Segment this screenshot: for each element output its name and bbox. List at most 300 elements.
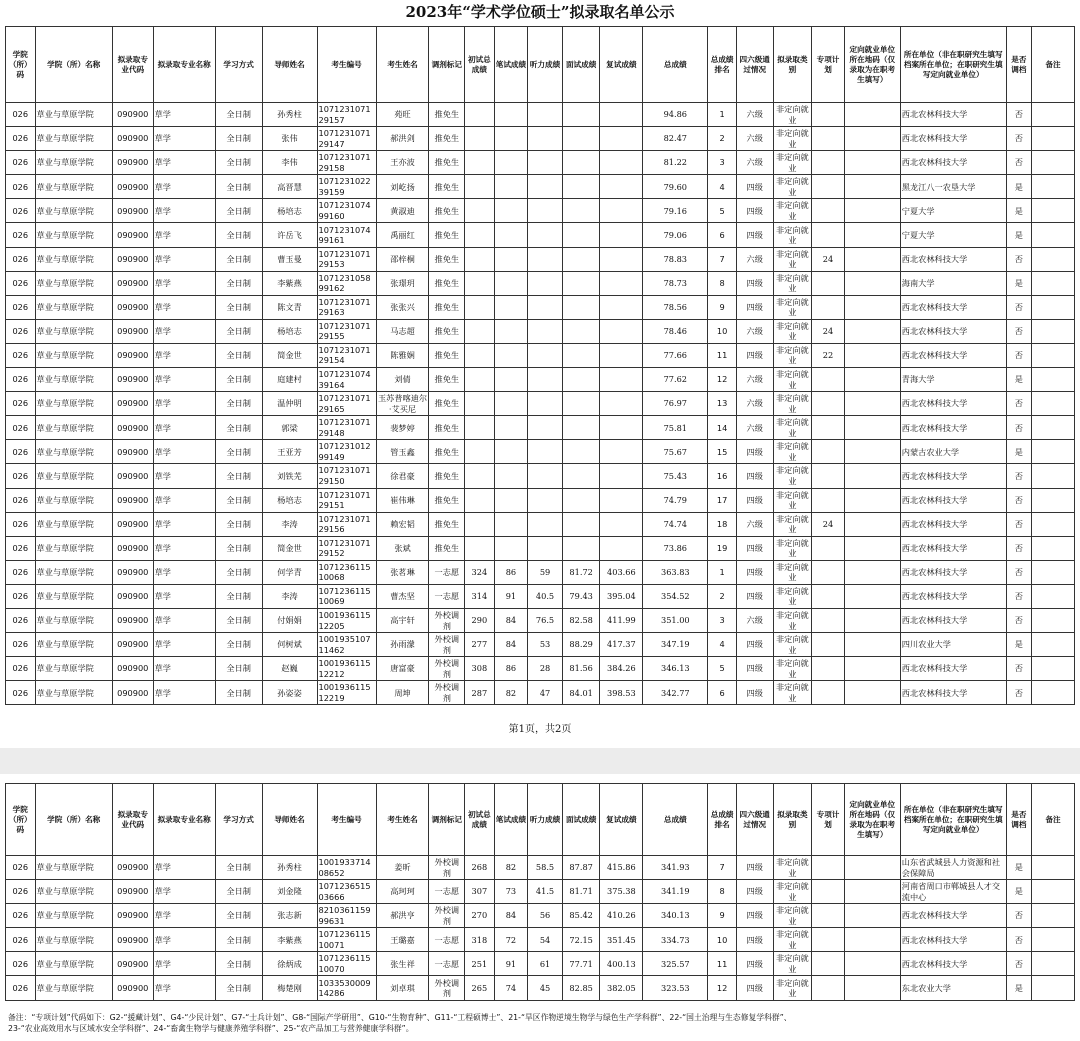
table-cell: 090900 (112, 295, 153, 319)
table-cell: 四级 (736, 488, 773, 512)
table-cell: 四级 (736, 223, 773, 247)
table-cell: 李涛 (262, 512, 317, 536)
table-cell: 西北农林科技大学 (900, 536, 1006, 560)
table-cell: 61 (528, 952, 563, 976)
table-cell: 王亦波 (376, 151, 429, 175)
table-cell: 草学 (153, 880, 215, 904)
table-cell: 77.71 (562, 952, 600, 976)
table-cell: 陈文青 (262, 295, 317, 319)
table-cell (494, 223, 528, 247)
table-cell: 351.00 (643, 608, 708, 632)
column-header: 考生编号 (317, 784, 376, 856)
table-cell: 非定向就业 (773, 512, 812, 536)
table-cell: 非定向就业 (773, 560, 812, 584)
table-cell: 全日制 (215, 103, 262, 127)
table-cell: 西北农林科技大学 (900, 464, 1006, 488)
table-cell: 72 (494, 928, 528, 952)
table-cell: 高珂珂 (376, 880, 429, 904)
table-cell: 非定向就业 (773, 440, 812, 464)
table-cell: 推免生 (429, 199, 465, 223)
table-cell: 107123107129153 (317, 247, 376, 271)
table-cell (562, 223, 600, 247)
table-cell: 84.01 (562, 681, 600, 705)
table-cell: 草业与草原学院 (35, 319, 112, 343)
table-cell: 否 (1006, 127, 1031, 151)
table-cell: 非定向就业 (773, 856, 812, 880)
table-cell (562, 295, 600, 319)
table-cell: 非定向就业 (773, 657, 812, 681)
table-cell (1032, 856, 1075, 880)
table-row (6, 295, 1075, 319)
table-cell: 全日制 (215, 319, 262, 343)
table-cell: 84 (494, 608, 528, 632)
table-cell: 323.53 (643, 976, 708, 1000)
table-cell: 推免生 (429, 368, 465, 392)
table-cell: 026 (6, 343, 36, 367)
table-cell: 全日制 (215, 512, 262, 536)
table-cell: 西北农林科技大学 (900, 681, 1006, 705)
table-cell (465, 319, 495, 343)
table-cell: 314 (465, 584, 495, 608)
table-cell: 推免生 (429, 151, 465, 175)
table-cell (1032, 512, 1075, 536)
table-cell: 100193611512205 (317, 608, 376, 632)
table-cell: 草学 (153, 440, 215, 464)
column-header: 面试成绩 (562, 784, 600, 856)
table-cell: 全日制 (215, 928, 262, 952)
table-cell: 全日制 (215, 681, 262, 705)
table-cell: 否 (1006, 103, 1031, 127)
table-cell: 78.73 (643, 271, 708, 295)
table-cell (600, 512, 643, 536)
table-cell: 西北农林科技大学 (900, 512, 1006, 536)
table-cell (494, 271, 528, 295)
table-cell: 草学 (153, 127, 215, 151)
table-cell: 李涛 (262, 584, 317, 608)
column-header: 考生姓名 (376, 27, 429, 103)
table-cell: 草学 (153, 856, 215, 880)
column-header: 初试总成绩 (465, 27, 495, 103)
table-cell (528, 319, 563, 343)
table-cell: 是 (1006, 633, 1031, 657)
table-cell: 是 (1006, 271, 1031, 295)
table-cell: 推免生 (429, 536, 465, 560)
table-cell (844, 199, 900, 223)
table-cell: 88.29 (562, 633, 600, 657)
table-cell: 草业与草原学院 (35, 368, 112, 392)
column-header: 所在单位（非在职研究生填写档案所在单位；在职研究生填写定向就业单位） (900, 784, 1006, 856)
table-cell: 026 (6, 392, 36, 416)
table-cell: 全日制 (215, 199, 262, 223)
table-cell: 342.77 (643, 681, 708, 705)
table-cell: 026 (6, 295, 36, 319)
table-cell (562, 247, 600, 271)
table-cell: 非定向就业 (773, 199, 812, 223)
table-cell: 8 (708, 271, 737, 295)
column-header: 学习方式 (215, 784, 262, 856)
footnote-line-2: 23-“农业高效用水与区域水安全学科群”、24-“畜禽生物学与健康养殖学科群”、25-“农产品加工与营养健康学科群”。 (8, 1024, 414, 1033)
table-row (6, 488, 1075, 512)
table-cell: 090900 (112, 440, 153, 464)
table-cell: 全日制 (215, 880, 262, 904)
column-header: 考生编号 (317, 27, 376, 103)
table-cell: 四级 (736, 856, 773, 880)
table-cell: 87.87 (562, 856, 600, 880)
table-cell: 西北农林科技大学 (900, 103, 1006, 127)
table-cell: 温仲明 (262, 392, 317, 416)
table-cell: 六级 (736, 103, 773, 127)
table-cell: 草学 (153, 560, 215, 584)
table-cell: 026 (6, 416, 36, 440)
table-cell: 026 (6, 175, 36, 199)
table-cell: 251 (465, 952, 495, 976)
table-cell (844, 608, 900, 632)
table-cell: 107123107129155 (317, 319, 376, 343)
table-cell: 全日制 (215, 392, 262, 416)
table-cell: 草业与草原学院 (35, 608, 112, 632)
table-cell: 非定向就业 (773, 928, 812, 952)
table-cell: 6 (708, 681, 737, 705)
table-cell (812, 127, 845, 151)
table-cell: 410.26 (600, 904, 643, 928)
table-cell: 56 (528, 904, 563, 928)
admission-table-page-2 (5, 783, 1075, 1001)
table-cell: 非定向就业 (773, 416, 812, 440)
table-cell: 是 (1006, 199, 1031, 223)
table-cell (1032, 247, 1075, 271)
table-cell: 403.66 (600, 560, 643, 584)
table-cell (562, 127, 600, 151)
table-cell (844, 271, 900, 295)
table-row (6, 199, 1075, 223)
table-cell: 西北农林科技大学 (900, 343, 1006, 367)
table-cell: 5 (708, 657, 737, 681)
table-cell: 107123107129154 (317, 343, 376, 367)
table-cell: 107123611510069 (317, 584, 376, 608)
table-cell: 411.99 (600, 608, 643, 632)
table-cell (562, 392, 600, 416)
table-cell: 草学 (153, 368, 215, 392)
column-header: 所在单位（非在职研究生填写档案所在单位；在职研究生填写定向就业单位） (900, 27, 1006, 103)
table-cell (812, 368, 845, 392)
table-cell: 84 (494, 633, 528, 657)
table-cell (844, 560, 900, 584)
table-cell (465, 271, 495, 295)
table-cell (812, 856, 845, 880)
table-cell: 全日制 (215, 657, 262, 681)
table-cell: 孙姿姿 (262, 681, 317, 705)
table-cell: 邵梓桐 (376, 247, 429, 271)
table-cell: 否 (1006, 488, 1031, 512)
table-cell: 是 (1006, 368, 1031, 392)
table-cell: 86 (494, 657, 528, 681)
table-cell: 四级 (736, 633, 773, 657)
table-cell (494, 416, 528, 440)
table-cell: 草业与草原学院 (35, 271, 112, 295)
column-header: 备注 (1032, 27, 1075, 103)
table-cell: 草业与草原学院 (35, 343, 112, 367)
table-cell: 全日制 (215, 976, 262, 1000)
table-cell: 090900 (112, 103, 153, 127)
column-header: 拟录取专业代码 (112, 784, 153, 856)
table-cell (494, 536, 528, 560)
table-cell: 崔伟琳 (376, 488, 429, 512)
table-cell: 026 (6, 904, 36, 928)
table-cell: 草业与草原学院 (35, 416, 112, 440)
table-cell: 16 (708, 464, 737, 488)
table-cell (528, 368, 563, 392)
column-header: 面试成绩 (562, 27, 600, 103)
table-cell: 107123611510070 (317, 952, 376, 976)
table-cell: 308 (465, 657, 495, 681)
table-cell: 六级 (736, 247, 773, 271)
table-cell: 103353000914286 (317, 976, 376, 1000)
table-cell: 王璐嘉 (376, 928, 429, 952)
table-cell: 79.06 (643, 223, 708, 247)
table-cell: 090900 (112, 952, 153, 976)
table-cell (562, 271, 600, 295)
table-cell (844, 127, 900, 151)
table-cell (812, 295, 845, 319)
table-cell: 何树斌 (262, 633, 317, 657)
table-cell: 徐君豪 (376, 464, 429, 488)
table-cell: 全日制 (215, 343, 262, 367)
column-header: 学院（所）名称 (35, 27, 112, 103)
table-cell: 026 (6, 928, 36, 952)
table-cell: 81.72 (562, 560, 600, 584)
table-cell: 草业与草原学院 (35, 488, 112, 512)
table-cell (812, 151, 845, 175)
table-cell: 黄淑迪 (376, 199, 429, 223)
table-cell: 草学 (153, 584, 215, 608)
table-cell: 草业与草原学院 (35, 175, 112, 199)
table-cell: 4 (708, 175, 737, 199)
table-cell: 40.5 (528, 584, 563, 608)
table-cell: 孙雨濛 (376, 633, 429, 657)
table-cell: 28 (528, 657, 563, 681)
table-cell (1032, 416, 1075, 440)
table-cell: 外校调剂 (429, 904, 465, 928)
table-cell: 否 (1006, 560, 1031, 584)
table-cell: 是 (1006, 880, 1031, 904)
table-cell: 苑旺 (376, 103, 429, 127)
table-cell: 推免生 (429, 464, 465, 488)
table-cell: 海南大学 (900, 271, 1006, 295)
table-cell (528, 127, 563, 151)
table-cell: 推免生 (429, 175, 465, 199)
table-cell: 090900 (112, 199, 153, 223)
table-cell (1032, 223, 1075, 247)
table-cell: 91 (494, 584, 528, 608)
table-cell: 四级 (736, 560, 773, 584)
table-cell: 107123105899162 (317, 271, 376, 295)
table-cell: 推免生 (429, 416, 465, 440)
table-cell: 郝洪剑 (376, 127, 429, 151)
table-cell: 334.73 (643, 928, 708, 952)
table-cell: 全日制 (215, 151, 262, 175)
table-cell: 090900 (112, 319, 153, 343)
table-cell: 090900 (112, 560, 153, 584)
table-row (6, 392, 1075, 416)
table-cell: 简金世 (262, 343, 317, 367)
table-cell (1032, 271, 1075, 295)
table-row (6, 464, 1075, 488)
table-cell: 六级 (736, 368, 773, 392)
table-cell: 15 (708, 440, 737, 464)
table-cell: 推免生 (429, 440, 465, 464)
table-cell: 5 (708, 199, 737, 223)
table-cell: 24 (812, 319, 845, 343)
table-cell (844, 536, 900, 560)
table-cell: 草业与草原学院 (35, 681, 112, 705)
table-cell: 9 (708, 904, 737, 928)
table-cell: 非定向就业 (773, 608, 812, 632)
table-cell: 杨培志 (262, 319, 317, 343)
table-cell: 026 (6, 880, 36, 904)
table-cell: 全日制 (215, 295, 262, 319)
table-cell: 四级 (736, 536, 773, 560)
table-cell: 090900 (112, 247, 153, 271)
table-cell: 孙秀柱 (262, 103, 317, 127)
table-cell (812, 271, 845, 295)
table-cell (1032, 657, 1075, 681)
table-cell: 6 (708, 223, 737, 247)
table-cell: 非定向就业 (773, 271, 812, 295)
table-row (6, 584, 1075, 608)
table-cell: 73 (494, 880, 528, 904)
table-cell: 3 (708, 151, 737, 175)
table-cell: 341.19 (643, 880, 708, 904)
table-cell (600, 295, 643, 319)
table-cell: 草业与草原学院 (35, 151, 112, 175)
table-cell: 草学 (153, 488, 215, 512)
table-cell: 外校调剂 (429, 608, 465, 632)
table-cell: 026 (6, 199, 36, 223)
table-cell: 395.04 (600, 584, 643, 608)
table-cell (528, 464, 563, 488)
table-cell (812, 416, 845, 440)
table-cell (600, 536, 643, 560)
table-cell: 孙秀柱 (262, 856, 317, 880)
table-cell (465, 392, 495, 416)
table-cell: 026 (6, 368, 36, 392)
column-header: 是否调档 (1006, 784, 1031, 856)
table-cell: 78.56 (643, 295, 708, 319)
table-cell: 西北农林科技大学 (900, 584, 1006, 608)
table-cell (494, 175, 528, 199)
table-cell: 六级 (736, 127, 773, 151)
table-cell: 107123101299149 (317, 440, 376, 464)
table-row (6, 271, 1075, 295)
table-cell: 张张兴 (376, 295, 429, 319)
table-cell: 四级 (736, 681, 773, 705)
table-cell: 107123107499160 (317, 199, 376, 223)
table-cell: 100193611512219 (317, 681, 376, 705)
table-cell (1032, 608, 1075, 632)
table-cell: 曹杰坚 (376, 584, 429, 608)
table-cell (562, 512, 600, 536)
table-cell (465, 127, 495, 151)
table-cell: 81.71 (562, 880, 600, 904)
table-cell: 草业与草原学院 (35, 633, 112, 657)
table-cell (600, 151, 643, 175)
table-cell: 026 (6, 319, 36, 343)
table-row (6, 416, 1075, 440)
table-cell (1032, 488, 1075, 512)
table-cell: 77.62 (643, 368, 708, 392)
table-cell: 推免生 (429, 295, 465, 319)
column-header: 笔试成绩 (494, 784, 528, 856)
table-cell: 草学 (153, 343, 215, 367)
table-cell: 78.46 (643, 319, 708, 343)
table-cell: 85.42 (562, 904, 600, 928)
table-cell: 026 (6, 560, 36, 584)
table-cell: 一志愿 (429, 584, 465, 608)
table-cell: 草学 (153, 392, 215, 416)
table-cell: 090900 (112, 584, 153, 608)
table-cell: 四级 (736, 464, 773, 488)
table-header-row (6, 784, 1075, 856)
table-cell: 张志新 (262, 904, 317, 928)
table-row (6, 928, 1075, 952)
table-cell (1032, 584, 1075, 608)
table-cell: 四级 (736, 271, 773, 295)
table-row (6, 560, 1075, 584)
column-header: 初试总成绩 (465, 784, 495, 856)
column-header: 拟录取专业名称 (153, 784, 215, 856)
table-cell: 17 (708, 488, 737, 512)
table-cell: 否 (1006, 343, 1031, 367)
table-cell: 非定向就业 (773, 343, 812, 367)
table-cell (528, 488, 563, 512)
table-cell (1032, 103, 1075, 127)
table-cell: 草业与草原学院 (35, 536, 112, 560)
table-cell: 24 (812, 247, 845, 271)
column-header: 复试成绩 (600, 27, 643, 103)
table-cell: 推免生 (429, 512, 465, 536)
table-cell: 裴梦婷 (376, 416, 429, 440)
table-cell (494, 103, 528, 127)
table-row (6, 856, 1075, 880)
table-cell: 非定向就业 (773, 904, 812, 928)
table-cell: 郝洪亨 (376, 904, 429, 928)
table-cell: 何学青 (262, 560, 317, 584)
table-cell: 草学 (153, 199, 215, 223)
table-cell (494, 464, 528, 488)
table-row (6, 223, 1075, 247)
column-header: 学院（所）名称 (35, 784, 112, 856)
column-header: 考生姓名 (376, 784, 429, 856)
column-header: 专项计划 (812, 784, 845, 856)
table-cell (562, 151, 600, 175)
table-cell: 高晋慧 (262, 175, 317, 199)
table-cell: 否 (1006, 952, 1031, 976)
table-cell (562, 440, 600, 464)
table-cell: 82.47 (643, 127, 708, 151)
table-cell: 马志超 (376, 319, 429, 343)
table-cell: 全日制 (215, 271, 262, 295)
table-cell: 许岳飞 (262, 223, 317, 247)
table-cell: 026 (6, 856, 36, 880)
table-cell (1032, 536, 1075, 560)
table-cell: 否 (1006, 928, 1031, 952)
table-cell: 090900 (112, 608, 153, 632)
table-cell (1032, 127, 1075, 151)
table-row (6, 127, 1075, 151)
column-header: 四六级通过情况 (736, 27, 773, 103)
table-cell: 090900 (112, 856, 153, 880)
table-cell: 六级 (736, 319, 773, 343)
